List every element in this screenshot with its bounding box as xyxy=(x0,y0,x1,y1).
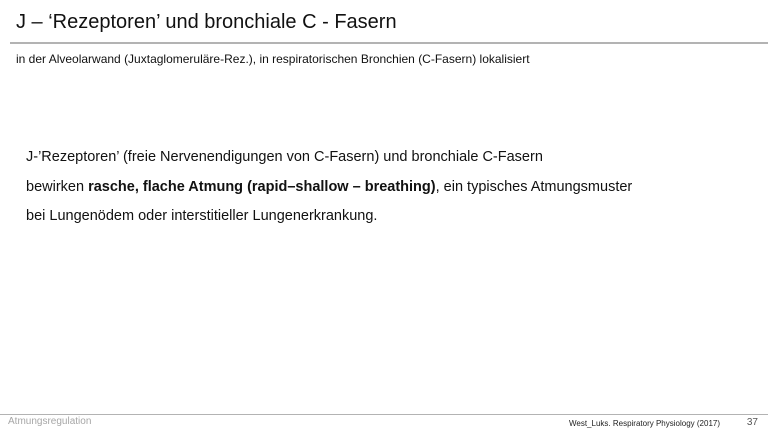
body-line-2-end: , ein typisches Atmungsmuster xyxy=(435,178,633,195)
title-divider xyxy=(10,42,768,44)
slide-title: J – ‘Rezeptoren’ und bronchiale C - Fasern xyxy=(16,11,397,33)
body-line-3: bei Lungenödem oder interstitieller Lungenerkrankung. xyxy=(26,208,378,224)
slide-subtitle: in der Alveolarwand (Juxtaglomeruläre-Rez.), in respiratorischen Bronchien (C-Fasern) lokalisiert xyxy=(16,52,530,66)
body-line-2-start: bewirken xyxy=(26,178,89,195)
body-line-1: J-’Rezeptoren’ (freie Nervenendigungen von C-Fasern) und bronchiale C-Fasern xyxy=(26,149,543,165)
body-text xyxy=(26,143,756,232)
footer-reference: West_Luks. Respiratory Physiology (2017) xyxy=(568,419,720,428)
footer-section-label: Atmungsregulation xyxy=(8,416,92,427)
body-line-2-emphasis: rasche, flache Atmung (rapid–shallow – breathing) xyxy=(88,178,436,195)
page-number: 37 xyxy=(746,417,758,428)
footer-divider xyxy=(0,414,768,415)
body-line-2 xyxy=(26,173,756,203)
